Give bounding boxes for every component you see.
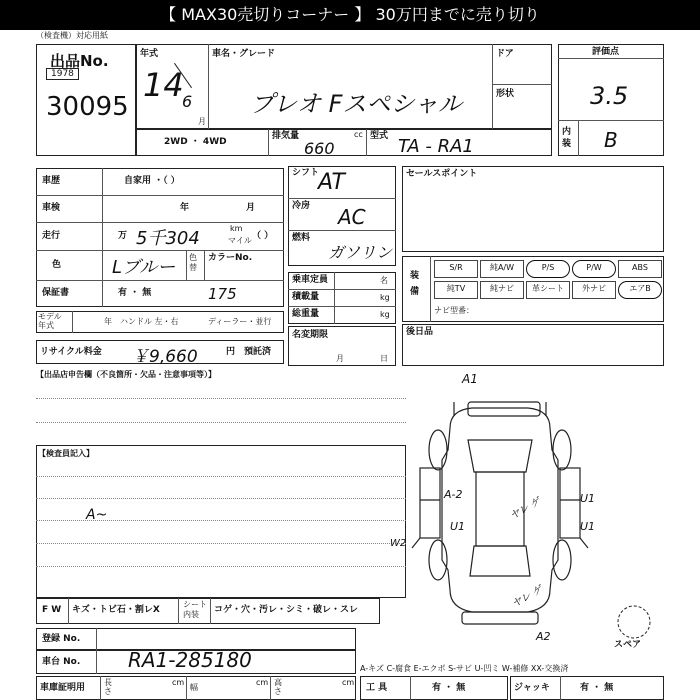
model-year-year: 年 [104, 317, 112, 326]
equipment-item: 純ナビ [480, 281, 524, 299]
load-unit: kg [380, 293, 390, 302]
color-change-label: 色替 [189, 253, 197, 272]
mark-u1-right1: U1 [580, 492, 596, 505]
capacity-label: 乗車定員 [292, 275, 329, 285]
equipment-item: P/S [526, 260, 570, 278]
car-name-value: プレオ Fスペシャル [250, 90, 462, 118]
exhibitor-report-label: 【出品店申告欄（不良箇所・欠品・注意事項等）】 [36, 370, 216, 379]
year-label: 年式 [140, 49, 159, 59]
shift-label: シフト [292, 168, 320, 178]
mileage-unit-mile: マイル [228, 236, 252, 245]
equipment-navi-label: ナビ型番： [434, 306, 474, 315]
cert-label: 車庫証明用 [40, 683, 86, 693]
mileage-unit-km: km [230, 224, 243, 233]
interior-label: 内装 [562, 127, 572, 149]
mark-a2-bottom: A2 [536, 630, 551, 643]
car-diagram [410, 380, 590, 630]
equipment-item: エアB [618, 281, 662, 299]
mark-w2: W2 [390, 538, 407, 549]
fw-value: キズ・トビ石・割レX [72, 605, 160, 615]
equipment-item: ABS [618, 260, 662, 278]
history-value: 自家用 ・（ ） [124, 176, 180, 186]
load-label: 積載量 [292, 292, 320, 302]
equipment-item: S/R [434, 260, 478, 278]
inspection-month: 月 [246, 203, 256, 213]
jack-value: 有 ・ 無 [580, 683, 614, 693]
inspection-year: 年 [180, 203, 190, 213]
name-change-month: 月 [336, 354, 344, 363]
fuel-value: ガソリン [328, 243, 393, 262]
ac-value: AC [338, 205, 366, 229]
sales-point-label: セールスポイント [406, 169, 478, 179]
aftermarket-label: 後日品 [406, 327, 434, 337]
name-change-day: 日 [380, 354, 388, 363]
ac-label: 冷房 [292, 201, 311, 211]
lot-label: 出品No. [50, 52, 109, 70]
top-strip: （検査機）対応用紙 [36, 31, 108, 40]
year-value: 14 [143, 66, 184, 104]
fw-seat-value: コゲ・穴・汚レ・シミ・破レ・スレ [214, 605, 359, 615]
displacement-value: 660 [304, 139, 335, 158]
reg-label: 登録 No. [42, 634, 81, 644]
mark-a1-top: A1 [462, 372, 478, 386]
mileage-value: 5千304 [136, 228, 200, 249]
shift-value: AT [318, 170, 345, 195]
color-value: Lブルー [112, 257, 176, 278]
banner: 【 MAX30売切りコーナー 】 30万円までに売り切り [0, 0, 700, 30]
mark-u1-left: U1 [450, 520, 466, 533]
equipment-item: P/W [572, 260, 616, 278]
equipment-item: 純A/W [480, 260, 524, 278]
equipment-label: 装備 [410, 271, 420, 297]
reg-row [36, 628, 356, 650]
shape-label: 形状 [496, 89, 515, 99]
inspector-note: A~ [86, 507, 108, 523]
equipment-item: 外ナビ [572, 281, 616, 299]
warranty-label: 保証書 [42, 288, 70, 298]
equipment-item: 純TV [434, 281, 478, 299]
fuel-label: 燃料 [292, 233, 311, 243]
color-label: 色 [52, 260, 62, 270]
mark-a2-left: A-2 [444, 488, 463, 501]
color-no-label: カラーNo. [208, 253, 253, 263]
tools-value: 有 ・ 無 [432, 683, 466, 693]
model-code-label: 型式 [370, 131, 389, 141]
gross-unit: kg [380, 310, 390, 319]
warranty-value: 有 ・ 無 [118, 288, 152, 298]
fw-seat-label: シート内装 [183, 600, 207, 619]
chassis-label: 車台 No. [42, 657, 81, 667]
recycle-unit: 円 [226, 347, 236, 357]
displacement-label: 排気量 [272, 131, 300, 141]
cert-width-cm: cm [256, 678, 269, 687]
model-year-dealer: ディーラー・並行 [208, 317, 272, 326]
model-year-label: モデル年式 [38, 312, 62, 330]
name-change-label: 名変期限 [292, 330, 329, 340]
fw-label: F W [42, 605, 62, 615]
car-name-label: 車名・グレード [212, 49, 276, 59]
cert-height: 高さ [274, 678, 282, 696]
spare-label: スペア [614, 640, 642, 650]
recycle-label: リサイクル料金 [40, 347, 102, 357]
recycle-value: ￥9,660 [132, 347, 198, 367]
tools-label: 工 具 [366, 683, 388, 693]
jack-label: ジャッキ [514, 683, 550, 693]
cert-length: 長さ [104, 678, 112, 696]
displacement-unit: cc [354, 130, 363, 139]
mileage-paren: （ ） [252, 231, 274, 241]
model-code-value: TA - RA1 [398, 136, 474, 157]
inspector-label: 【検査員記入】 [38, 449, 94, 458]
history-label: 車歴 [42, 176, 61, 186]
score-label: 評価点 [592, 47, 620, 57]
doors-label: ドア [496, 49, 514, 59]
mark-u1-right2: U1 [580, 520, 596, 533]
gross-label: 総重量 [292, 309, 320, 319]
recycle-status: 預託済 [244, 347, 272, 357]
interior-value: B [604, 128, 618, 152]
lot-sub: 1978 [46, 68, 79, 80]
warranty-color-no: 175 [208, 285, 237, 303]
mark-a2-roof: ヤレ ゲ [508, 496, 543, 523]
legend: A-キズ C-腐食 E-エクボ S-サビ U-凹ミ W-補修 XX-交換済 [360, 664, 569, 673]
score-value: 3.5 [590, 82, 629, 110]
cert-width: 幅 [190, 683, 198, 692]
chassis-value: RA1-285180 [128, 648, 252, 672]
aftermarket-box [402, 324, 664, 366]
equipment-item: 革シート [526, 281, 570, 299]
lot-number: 30095 [46, 92, 129, 122]
inspection-label: 車検 [42, 203, 61, 213]
model-year-handle: ハンドル 左・右 [120, 317, 179, 326]
year-month: 6 [182, 92, 193, 111]
mileage-label: 走行 [42, 231, 61, 241]
cert-height-cm: cm [342, 678, 355, 687]
spare-icon [614, 604, 654, 640]
cert-length-cm: cm [172, 678, 185, 687]
year-month-unit: 月 [198, 117, 206, 126]
mileage-man: 万 [118, 231, 128, 241]
capacity-unit: 名 [380, 276, 388, 285]
mark-a2-trunk: ヤレ ゲ [510, 584, 545, 611]
drive-label: 2WD ・ 4WD [164, 137, 227, 147]
